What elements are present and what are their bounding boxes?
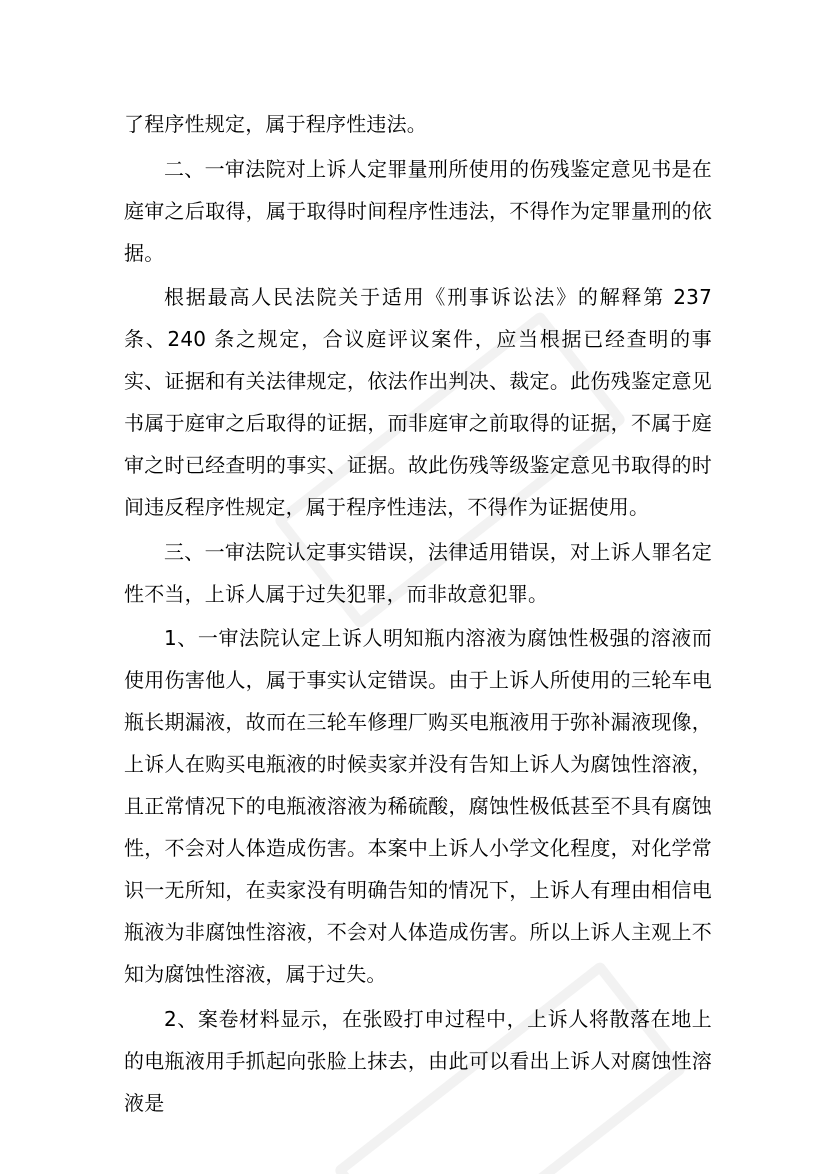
paragraph: 根据最高人民法院关于适用《刑事诉讼法》的解释第 237 条、240 条之规定，合议庭评议案件，应当根据已经查明的事实、证据和有关法律规定，依法作出判决、裁定。此伤残鉴定意见书属于庭审之后取得的证据，而非庭审之前取得的证据，不属于庭审之时已经查明的事实、证据。故此伤残等级鉴定意见书取得的时间违反程序性规定，属于程序性违法，不得作为证据使用。 — [124, 285, 712, 519]
paragraph: 1、一审法院认定上诉人明知瓶内溶液为腐蚀性极强的溶液而使用伤害他人，属于事实认定错误。由于上诉人所使用的三轮车电瓶长期漏液，故而在三轮车修理厂购买电瓶液用于弥补漏液现像，上诉人在购买电瓶液的时候卖家并没有告知上诉人为腐蚀性溶液，且正常情况下的电瓶液溶液为稀硫酸，腐蚀性极低甚至不具有腐蚀性，不会对人体造成伤害。本案中上诉人小学文化程度，对化学常识一无所知，在卖家没有明确告知的情况下，上诉人有理由相信电瓶液为非腐蚀性溶液，不会对人体造成伤害。所以上诉人主观上不知为腐蚀性溶液，属于过失。 — [124, 626, 712, 986]
paragraph: 2、案卷材料显示，在张殴打申过程中，上诉人将散落在地上的电瓶液用手抓起向张脸上抹去，由此可以看出上诉人对腐蚀性溶液是 — [124, 1006, 712, 1115]
document-body — [124, 103, 712, 1126]
paragraph: 三、一审法院认定事实错误，法律适用错误，对上诉人罪名定性不当，上诉人属于过失犯罪，而非故意犯罪。 — [124, 539, 712, 606]
paragraph: 了程序性规定，属于程序性违法。 — [124, 112, 427, 136]
paragraph: 二、一审法院对上诉人定罪量刑所使用的伤残鉴定意见书是在庭审之后取得，属于取得时间程序性违法，不得作为定罪量刑的依据。 — [124, 156, 712, 265]
